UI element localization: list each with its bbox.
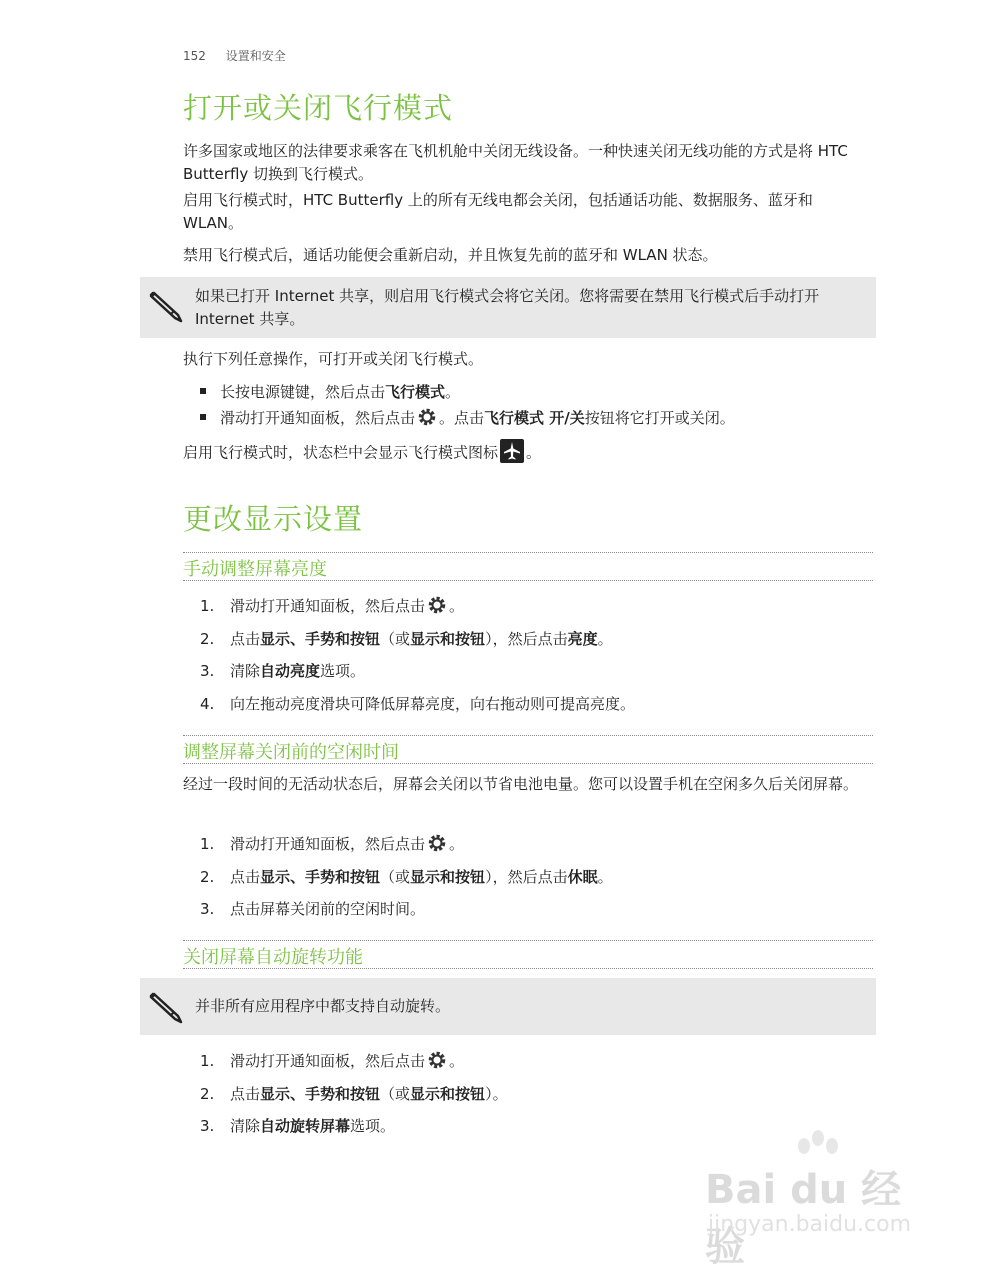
section-title-display: 更改显示设置 [183,502,364,536]
list-item: 长按电源键键，然后点击飞行模式。 [200,381,460,404]
page-header [183,47,286,64]
list-item: 2. 点击显示、手势和按钮（或显示和按钮），然后点击亮度。 [200,630,613,648]
gear-icon [427,595,447,615]
list-item: 1. 滑动打开通知面板，然后点击 。 [200,595,464,618]
watermark [700,1130,940,1270]
watermark-url: jingyan.baidu.com [708,1212,912,1237]
watermark-brand: Bai du 经验 [705,1167,902,1270]
pencil-icon [148,287,184,323]
subsection-heading [183,552,873,581]
subsection-heading [183,940,873,969]
list-item: 2. 点击显示、手势和按钮（或显示和按钮），然后点击休眠。 [200,868,613,886]
list-item: 2. 点击显示、手势和按钮（或显示和按钮）。 [200,1085,508,1103]
bullet-marker [200,414,206,420]
list-item: 滑动打开通知面板，然后点击 。点击飞行模式 开/关按钮将它打开或关闭。 [200,407,735,430]
section-title-airplane: 打开或关闭飞行模式 [183,91,454,125]
section-name: 设置和安全 [225,49,286,63]
paragraph: 禁用飞行模式后，通话功能便会重新启动，并且恢复先前的蓝牙和 WLAN 状态。 [183,246,718,264]
subsection-title: 调整屏幕关闭前的空闲时间 [183,742,399,763]
paragraph: 启用飞行模式时，HTC Butterfly 上的所有无线电都会关闭，包括通话功能、数据服务、蓝牙和 WLAN。 [183,191,813,232]
note-box [140,978,876,1035]
note-text: 并非所有应用程序中都支持自动旋转。 [195,997,451,1015]
list-item: 1. 滑动打开通知面板，然后点击 。 [200,1050,464,1073]
list-item: 3. 清除自动旋转屏幕选项。 [200,1117,396,1135]
page-number: 152 [183,49,206,63]
paragraph: 许多国家或地区的法律要求乘客在飞机机舱中关闭无线设备。一种快速关闭无线功能的方式是将 HTC Butterfly 切换到飞行模式。 [183,142,848,183]
note-text: 如果已打开 Internet 共享，则启用飞行模式会将它关闭。您将需要在禁用飞行模式后手动打开 Internet 共享。 [195,287,820,328]
paragraph: 执行下列任意操作，可打开或关闭飞行模式。 [183,350,484,368]
gear-icon [427,1050,447,1070]
list-item: 3. 点击屏幕关闭前的空闲时间。 [200,900,426,918]
list-item: 1. 滑动打开通知面板，然后点击 。 [200,833,464,856]
paragraph: 经过一段时间的无活动状态后，屏幕会关闭以节省电池电量。您可以设置手机在空闲多久后关闭屏幕。 [183,775,859,793]
list-item: 3. 清除自动亮度选项。 [200,662,366,680]
subsection-heading [183,735,873,764]
subsection-title: 关闭屏幕自动旋转功能 [183,947,363,968]
gear-icon [427,833,447,853]
bullet-marker [200,388,206,394]
gear-icon [417,407,437,427]
airplane-icon [500,439,524,463]
pencil-icon [148,988,184,1024]
list-item: 4. 向左拖动亮度滑块可降低屏幕亮度，向右拖动则可提高亮度。 [200,695,636,713]
subsection-title: 手动调整屏幕亮度 [183,559,327,580]
paragraph: 启用飞行模式时，状态栏中会显示飞行模式图标 。 [183,441,873,465]
note-box [140,277,876,338]
